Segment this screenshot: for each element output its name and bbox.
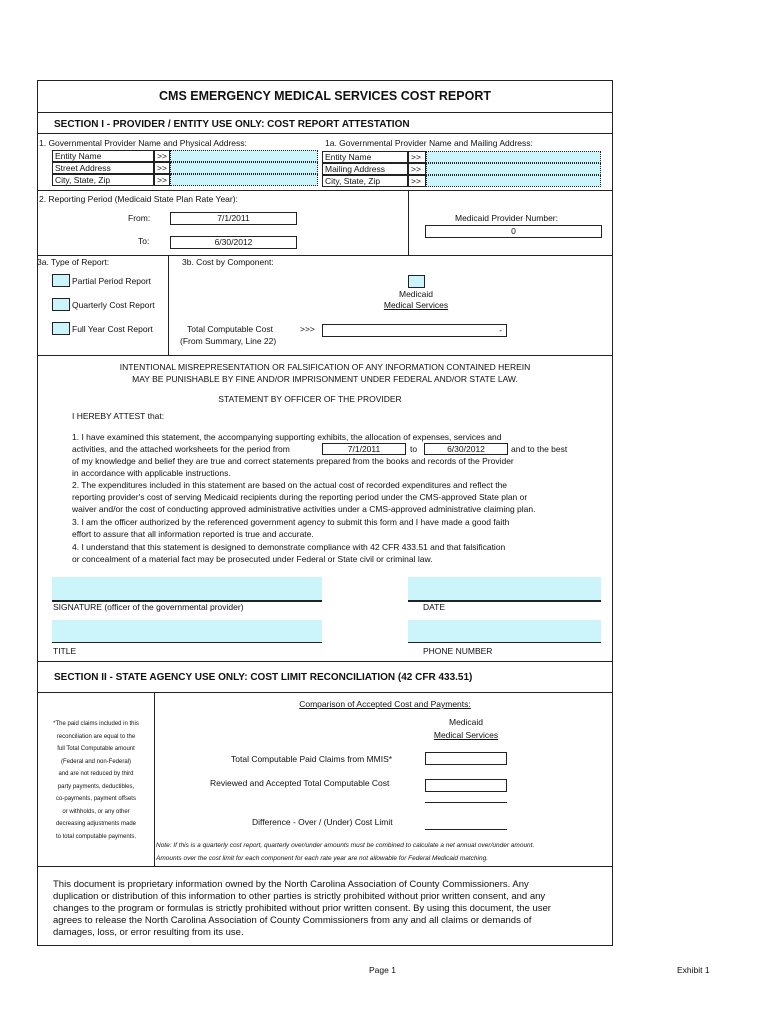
- mailing-entity-name-label: Entity Name: [322, 151, 408, 163]
- signature-input[interactable]: [52, 577, 322, 602]
- side-note-line: *The paid claims included in this: [53, 721, 139, 727]
- paragraph3-line1: 3. I am the officer authorized by the referenced government agency to submit this form and I have made a good faith: [72, 517, 510, 527]
- date-input[interactable]: [408, 577, 601, 602]
- divider: [37, 661, 613, 662]
- signature-label: SIGNATURE (officer of the governmental provider): [53, 602, 244, 612]
- mailing-city-state-zip-label: City, State, Zip: [322, 175, 408, 187]
- attest-from-field[interactable]: 7/1/2011: [322, 443, 406, 455]
- arrow-label: >>: [154, 150, 170, 162]
- note-line1: Note: If this is a quarterly cost report, quarterly over/under amounts must be combined to calculate a net annual over/under amount.: [156, 842, 535, 849]
- partial-period-checkbox[interactable]: [52, 274, 70, 287]
- note-line2: Amounts over the cost limit for each component for each rate year are not allowable for Federal Medicaid matching.: [156, 855, 489, 862]
- quarterly-checkbox[interactable]: [52, 298, 70, 311]
- phone-label: PHONE NUMBER: [423, 646, 493, 656]
- period-from-field[interactable]: 7/1/2011: [170, 212, 297, 225]
- side-note-line: reconciliation are equal to the: [56, 733, 136, 740]
- side-note: [39, 718, 153, 843]
- mailing-city-state-zip-input[interactable]: [426, 175, 601, 187]
- arrow-label: >>: [154, 174, 170, 186]
- divider: [37, 133, 613, 134]
- attest-to-word: to: [410, 444, 418, 454]
- paragraph1-line3: of my knowledge and belief they are true and correct statements prepared from the books and records of the Provider: [72, 456, 514, 466]
- period-to-field[interactable]: 6/30/2012: [170, 236, 297, 249]
- divider: [408, 190, 409, 255]
- mailing-entity-name-input[interactable]: [426, 151, 601, 163]
- difference-field[interactable]: [425, 829, 507, 830]
- date-label: DATE: [423, 602, 446, 612]
- full-year-label: Full Year Cost Report: [72, 324, 153, 334]
- paragraph1-line1: 1. I have examined this statement, the accompanying supporting exhibits, the allocation of expenses, services and: [72, 432, 502, 442]
- side-note-line: or withholds, or any other: [62, 808, 130, 815]
- paragraph2-line3: waiver and/or the cost of conducting approved administrative activities under a CMS-approved administrative claiming plan.: [72, 504, 536, 514]
- exhibit-label: Exhibit 1: [677, 965, 710, 975]
- disclaimer-line: agrees to release the North Carolina Association of County Commissioners from any and all claims or demands of: [53, 915, 532, 926]
- paragraph1-line4: in accordance with applicable instructions.: [72, 468, 231, 478]
- full-year-checkbox[interactable]: [52, 322, 70, 335]
- divider: [154, 692, 155, 866]
- page-number: Page 1: [369, 965, 396, 975]
- medical-services-label: Medical Services: [383, 300, 449, 310]
- side-note-line: to total computable payments.: [55, 833, 137, 840]
- paragraph1-line2: activities, and the attached worksheets for the period from: [72, 444, 290, 454]
- mailing-address-input[interactable]: [426, 163, 601, 175]
- arrow-label: >>: [408, 163, 426, 175]
- divider: [37, 255, 613, 256]
- divider: [37, 355, 613, 356]
- difference-label: Difference - Over / (Under) Cost Limit: [252, 817, 393, 827]
- s2-medicaid-label: Medicaid: [448, 717, 484, 727]
- side-note-line: (Federal and non-Federal): [60, 758, 132, 765]
- side-note-line: full Total Computable amount: [57, 746, 135, 752]
- divider: [37, 190, 613, 191]
- paid-claims-field[interactable]: [425, 752, 507, 765]
- medicaid-label: Medicaid: [398, 289, 434, 299]
- section1-header: SECTION I - PROVIDER / ENTITY USE ONLY: COST REPORT ATTESTATION: [54, 119, 410, 130]
- side-note-line: and are not reduced by third: [58, 771, 134, 777]
- item2-label: 2. Reporting Period (Medicaid State Plan Rate Year):: [39, 194, 238, 204]
- accepted-cost-label: Reviewed and Accepted Total Computable Cost: [210, 778, 390, 788]
- city-state-zip-label: City, State, Zip: [52, 174, 154, 186]
- comparison-title: Comparison of Accepted Cost and Payments:: [299, 699, 471, 709]
- item1a-label: 1a. Governmental Provider Name and Mailing Address:: [325, 138, 533, 148]
- disclaimer-line: duplication or distribution of this information to other parties is strictly prohibited without prior written consent, and any: [53, 891, 546, 902]
- phone-input[interactable]: [408, 620, 601, 643]
- warning-line2: MAY BE PUNISHABLE BY FINE AND/OR IMPRISONMENT UNDER FEDERAL AND/OR STATE LAW.: [132, 374, 518, 384]
- side-note-line: co-payments, payment offsets: [56, 796, 136, 802]
- arrow-label: >>: [408, 151, 426, 163]
- paragraph2-line2: reporting provider's cost of serving Medicaid recipients during the reporting period under the CMS-approved State plan or: [72, 492, 528, 502]
- total-cost-label: Total Computable Cost: [187, 324, 273, 334]
- divider: [425, 802, 507, 803]
- paid-claims-label: Total Computable Paid Claims from MMIS*: [231, 754, 393, 764]
- side-note-line: decreasing adjustments made: [55, 821, 137, 827]
- paragraph4-line2: or concealment of a material fact may be prosecuted under Federal or State civil or criminal law.: [72, 554, 433, 564]
- paragraph2-line1: 2. The expenditures included in this statement are based on the actual cost of recorded expenditures and reflect the: [72, 480, 508, 490]
- city-state-zip-input[interactable]: [170, 174, 318, 186]
- arrow-label: >>: [154, 162, 170, 174]
- item1-label: 1. Governmental Provider Name and Physical Address:: [39, 138, 247, 148]
- warning-line1: INTENTIONAL MISREPRESENTATION OR FALSIFICATION OF ANY INFORMATION CONTAINED HEREIN: [119, 362, 531, 372]
- medicaid-component-checkbox[interactable]: [408, 275, 425, 288]
- provider-number-label: Medicaid Provider Number:: [455, 213, 558, 223]
- mailing-address-label: Mailing Address: [322, 163, 408, 175]
- paragraph4-line1: 4. I understand that this statement is designed to demonstrate compliance with 42 CFR 433.51 and that falsification: [72, 542, 506, 552]
- quarterly-label: Quarterly Cost Report: [72, 300, 155, 310]
- paragraph3-line2: effort to assure that all information reported is true and accurate.: [72, 529, 314, 539]
- accepted-cost-field[interactable]: [425, 779, 507, 792]
- item3a-label: 3a. Type of Report:: [37, 257, 110, 267]
- from-label: From:: [128, 213, 151, 223]
- attest-to-field[interactable]: 6/30/2012: [424, 443, 508, 455]
- side-note-line: party payments, deductibles,: [57, 783, 135, 790]
- total-cost-arrow: >>>: [300, 324, 315, 334]
- disclaimer-line: changes to the program or formulas is strictly prohibited without prior written consent. By using this document, the user: [53, 903, 551, 914]
- divider: [37, 866, 613, 867]
- disclaimer-line: damages, loss, or error resulting from its use.: [53, 927, 244, 938]
- total-cost-field[interactable]: -: [322, 324, 507, 337]
- s2-medical-services-label: Medical Services: [433, 730, 499, 740]
- report-title: CMS EMERGENCY MEDICAL SERVICES COST REPORT: [159, 89, 491, 103]
- partial-period-label: Partial Period Report: [72, 276, 151, 286]
- street-address-label: Street Address: [52, 162, 154, 174]
- item3b-label: 3b. Cost by Component:: [182, 257, 274, 267]
- title-input[interactable]: [52, 620, 322, 643]
- total-cost-sub: (From Summary, Line 22): [180, 336, 277, 346]
- statement-title: STATEMENT BY OFFICER OF THE PROVIDER: [218, 394, 402, 404]
- provider-number-field[interactable]: 0: [425, 225, 602, 238]
- entity-name-label: Entity Name: [52, 150, 154, 162]
- attest-intro: I HEREBY ATTEST that:: [72, 411, 165, 421]
- divider: [37, 112, 613, 113]
- street-address-input[interactable]: [170, 162, 318, 174]
- disclaimer: [53, 879, 609, 939]
- to-label: To:: [138, 236, 150, 246]
- divider: [37, 692, 613, 693]
- disclaimer-line: This document is proprietary information owned by the North Carolina Association of County Commissioners. Any: [53, 879, 529, 890]
- divider: [168, 255, 169, 355]
- entity-name-input[interactable]: [170, 150, 318, 162]
- arrow-label: >>: [408, 175, 426, 187]
- paragraph1-line2-end: and to the best: [511, 444, 568, 454]
- title-label: TITLE: [53, 646, 77, 656]
- section2-header: SECTION II - STATE AGENCY USE ONLY: COST LIMIT RECONCILIATION (42 CFR 433.51): [54, 672, 473, 683]
